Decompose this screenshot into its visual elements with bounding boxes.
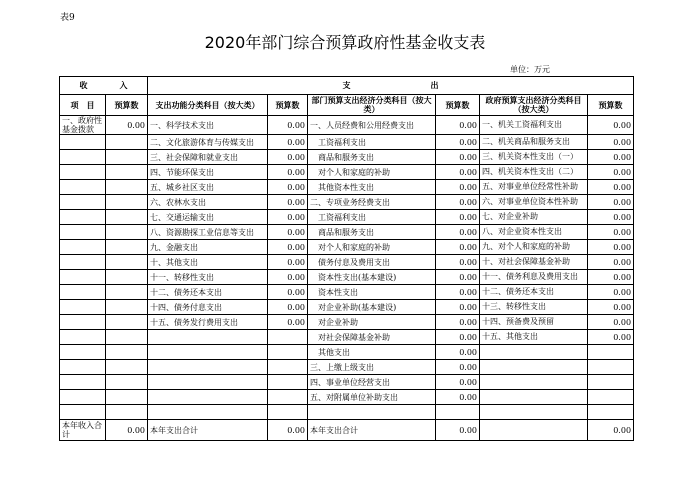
dept-econ-category-cell: 二、专项业务经费支出	[308, 195, 436, 210]
gov-econ-total-label	[480, 420, 588, 441]
functional-amount-cell: 0.00	[268, 270, 308, 285]
income-amount-cell	[106, 210, 148, 225]
income-item-cell	[60, 135, 106, 150]
income-amount-cell	[106, 360, 148, 375]
income-item-cell	[60, 255, 106, 270]
functional-amount-cell: 0.00	[268, 210, 308, 225]
functional-amount-cell: 0.00	[268, 285, 308, 300]
income-item-cell	[60, 330, 106, 345]
gov-econ-category-cell: 十二、债务还本支出	[480, 285, 588, 300]
functional-category-cell: 十四、债务付息支出	[148, 300, 268, 315]
dept-econ-amount-cell: 0.00	[436, 210, 480, 225]
dept-econ-amount-cell: 0.00	[436, 240, 480, 255]
gov-econ-category-cell: 七、对企业补助	[480, 210, 588, 225]
dept-econ-amount-cell: 0.00	[436, 285, 480, 300]
gov-econ-amount-cell: 0.00	[588, 225, 634, 240]
gov-econ-amount-cell: 0.00	[588, 255, 634, 270]
income-amount-cell: 0.00	[106, 116, 148, 135]
dept-econ-category-cell: 三、上缴上级支出	[308, 360, 436, 375]
table-body	[60, 77, 634, 441]
col-header-gov-budget: 预算数	[588, 95, 634, 116]
col-header-functional-budget: 预算数	[268, 95, 308, 116]
functional-category-cell	[148, 360, 268, 375]
dept-econ-category-cell: 五、对附属单位补助支出	[308, 390, 436, 405]
income-item-cell	[60, 225, 106, 240]
table-row	[60, 315, 634, 330]
dept-econ-category-cell: 对个人和家庭的补助	[308, 240, 436, 255]
income-amount-cell	[106, 390, 148, 405]
income-item-cell	[60, 390, 106, 405]
income-item-cell	[60, 210, 106, 225]
gov-econ-amount-cell: 0.00	[588, 240, 634, 255]
dept-econ-amount-cell: 0.00	[436, 165, 480, 180]
functional-category-cell: 九、金融支出	[148, 240, 268, 255]
dept-econ-category-cell: 其他支出	[308, 345, 436, 360]
functional-amount-cell: 0.00	[268, 116, 308, 135]
income-amount-cell	[106, 180, 148, 195]
income-amount-cell	[106, 285, 148, 300]
functional-amount-cell: 0.00	[268, 300, 308, 315]
income-amount-cell	[106, 375, 148, 390]
col-header-functional: 支出功能分类科目（按大类）	[148, 95, 268, 116]
gov-econ-amount-cell: 0.00	[588, 330, 634, 345]
income-item-cell	[60, 315, 106, 330]
table-row	[60, 116, 634, 135]
gov-econ-amount-cell	[588, 390, 634, 405]
income-item-cell	[60, 165, 106, 180]
income-amount-cell	[106, 330, 148, 345]
gov-econ-amount-cell: 0.00	[588, 165, 634, 180]
income-total-value: 0.00	[106, 420, 148, 441]
column-header-row	[60, 95, 634, 116]
table-row	[60, 330, 634, 345]
income-amount-cell	[106, 270, 148, 285]
gov-econ-category-cell: 六、对事业单位资本性补助	[480, 195, 588, 210]
income-amount-cell	[106, 135, 148, 150]
functional-category-cell: 七、交通运输支出	[148, 210, 268, 225]
table-row	[60, 150, 634, 165]
gov-econ-amount-cell: 0.00	[588, 116, 634, 135]
gov-econ-amount-cell	[588, 375, 634, 390]
dept-econ-amount-cell: 0.00	[436, 150, 480, 165]
functional-amount-cell: 0.00	[268, 225, 308, 240]
col-header-item: 项 目	[60, 95, 106, 116]
dept-econ-total-value: 0.00	[436, 420, 480, 441]
table-row	[60, 255, 634, 270]
income-item-cell	[60, 180, 106, 195]
gov-econ-amount-cell: 0.00	[588, 195, 634, 210]
functional-amount-cell	[268, 390, 308, 405]
blank-cell	[588, 405, 634, 420]
income-amount-cell	[106, 345, 148, 360]
functional-category-cell: 一、科学技术支出	[148, 116, 268, 135]
dept-econ-category-cell: 对企业补助(基本建设)	[308, 300, 436, 315]
budget-table	[59, 76, 634, 441]
sheet-label: 表9	[60, 13, 75, 23]
functional-category-cell: 三、社会保障和就业支出	[148, 150, 268, 165]
income-amount-cell	[106, 240, 148, 255]
functional-category-cell: 十、其他支出	[148, 255, 268, 270]
gov-econ-category-cell	[480, 360, 588, 375]
dept-econ-amount-cell: 0.00	[436, 116, 480, 135]
dept-econ-amount-cell: 0.00	[436, 300, 480, 315]
table-row	[60, 390, 634, 405]
dept-econ-category-cell: 其他资本性支出	[308, 180, 436, 195]
table-row	[60, 300, 634, 315]
income-item-cell	[60, 300, 106, 315]
blank-cell	[106, 405, 148, 420]
income-item-cell	[60, 285, 106, 300]
dept-econ-category-cell: 资本性支出	[308, 285, 436, 300]
blank-cell	[436, 405, 480, 420]
income-item-cell	[60, 375, 106, 390]
gov-econ-amount-cell: 0.00	[588, 315, 634, 330]
income-item-cell	[60, 360, 106, 375]
income-total-label: 本年收入合计	[60, 420, 106, 441]
functional-amount-cell	[268, 360, 308, 375]
gov-econ-category-cell: 十一、债务利息及费用支出	[480, 270, 588, 285]
table-row	[60, 345, 634, 360]
gov-econ-amount-cell	[588, 345, 634, 360]
income-item-cell	[60, 270, 106, 285]
dept-econ-category-cell: 商品和服务支出	[308, 225, 436, 240]
gov-econ-category-cell: 一、机关工资福利支出	[480, 116, 588, 135]
blank-row	[60, 405, 634, 420]
table-row	[60, 135, 634, 150]
blank-cell	[148, 405, 268, 420]
functional-category-cell	[148, 345, 268, 360]
gov-econ-category-cell	[480, 390, 588, 405]
income-amount-cell	[106, 195, 148, 210]
income-amount-cell	[106, 315, 148, 330]
functional-amount-cell: 0.00	[268, 180, 308, 195]
gov-econ-category-cell: 十四、预备费及预留	[480, 315, 588, 330]
functional-amount-cell	[268, 375, 308, 390]
functional-category-cell: 八、资源勘探工业信息等支出	[148, 225, 268, 240]
functional-category-cell: 二、文化旅游体育与传媒支出	[148, 135, 268, 150]
dept-econ-category-cell: 一、人员经费和公用经费支出	[308, 116, 436, 135]
dept-econ-category-cell: 对个人和家庭的补助	[308, 165, 436, 180]
table-row	[60, 285, 634, 300]
functional-amount-cell: 0.00	[268, 255, 308, 270]
table-row	[60, 270, 634, 285]
gov-econ-amount-cell: 0.00	[588, 300, 634, 315]
functional-amount-cell: 0.00	[268, 150, 308, 165]
functional-category-cell: 十一、转移性支出	[148, 270, 268, 285]
functional-amount-cell: 0.00	[268, 240, 308, 255]
gov-econ-category-cell	[480, 345, 588, 360]
table-row	[60, 225, 634, 240]
functional-category-cell: 四、节能环保支出	[148, 165, 268, 180]
gov-econ-category-cell: 八、对企业资本性支出	[480, 225, 588, 240]
dept-econ-amount-cell: 0.00	[436, 135, 480, 150]
functional-amount-cell: 0.00	[268, 135, 308, 150]
gov-econ-amount-cell: 0.00	[588, 180, 634, 195]
dept-econ-category-cell: 对企业补助	[308, 315, 436, 330]
table-row	[60, 180, 634, 195]
dept-econ-category-cell: 商品和服务支出	[308, 150, 436, 165]
income-amount-cell	[106, 255, 148, 270]
gov-econ-category-cell: 十三、转移性支出	[480, 300, 588, 315]
functional-amount-cell: 0.00	[268, 165, 308, 180]
section-header-row	[60, 77, 634, 95]
income-item-cell	[60, 195, 106, 210]
document-title: 2020年部门综合预算政府性基金收支表	[204, 33, 486, 52]
table-row	[60, 360, 634, 375]
dept-econ-amount-cell: 0.00	[436, 195, 480, 210]
col-header-income-budget: 预算数	[106, 95, 148, 116]
dept-econ-amount-cell: 0.00	[436, 225, 480, 240]
functional-category-cell: 十二、债务还本支出	[148, 285, 268, 300]
income-amount-cell	[106, 300, 148, 315]
income-item-cell	[60, 345, 106, 360]
table-row	[60, 210, 634, 225]
table-row	[60, 195, 634, 210]
dept-econ-amount-cell: 0.00	[436, 375, 480, 390]
blank-cell	[268, 405, 308, 420]
gov-econ-amount-cell: 0.00	[588, 270, 634, 285]
gov-econ-total-value: 0.00	[588, 420, 634, 441]
income-item-cell: 一、政府性基金拨款	[60, 116, 106, 135]
gov-econ-category-cell: 四、机关资本性支出（二）	[480, 165, 588, 180]
gov-econ-amount-cell: 0.00	[588, 210, 634, 225]
gov-econ-category-cell: 九、对个人和家庭的补助	[480, 240, 588, 255]
functional-amount-cell	[268, 345, 308, 360]
dept-econ-amount-cell: 0.00	[436, 270, 480, 285]
table-row	[60, 375, 634, 390]
gov-econ-amount-cell: 0.00	[588, 135, 634, 150]
dept-econ-amount-cell: 0.00	[436, 390, 480, 405]
dept-econ-category-cell: 对社会保障基金补助	[308, 330, 436, 345]
dept-econ-amount-cell: 0.00	[436, 330, 480, 345]
col-header-dept-budget: 预算数	[436, 95, 480, 116]
blank-cell	[60, 405, 106, 420]
functional-amount-cell: 0.00	[268, 195, 308, 210]
income-amount-cell	[106, 150, 148, 165]
dept-econ-total-label: 本年支出合计	[308, 420, 436, 441]
gov-econ-category-cell: 三、机关资本性支出（一）	[480, 150, 588, 165]
gov-econ-amount-cell: 0.00	[588, 150, 634, 165]
dept-econ-amount-cell: 0.00	[436, 345, 480, 360]
gov-econ-amount-cell	[588, 360, 634, 375]
dept-econ-category-cell: 工资福利支出	[308, 135, 436, 150]
income-amount-cell	[106, 225, 148, 240]
income-amount-cell	[106, 165, 148, 180]
gov-econ-category-cell: 二、机关商品和服务支出	[480, 135, 588, 150]
dept-econ-amount-cell: 0.00	[436, 315, 480, 330]
income-item-cell	[60, 240, 106, 255]
dept-econ-category-cell: 资本性支出(基本建设)	[308, 270, 436, 285]
functional-category-cell	[148, 330, 268, 345]
table-row	[60, 165, 634, 180]
functional-amount-cell	[268, 330, 308, 345]
blank-cell	[308, 405, 436, 420]
col-header-dept-econ: 部门预算支出经济分类科目（按大类）	[308, 95, 436, 116]
gov-econ-amount-cell: 0.00	[588, 285, 634, 300]
functional-total-label: 本年支出合计	[148, 420, 268, 441]
gov-econ-category-cell: 五、对事业单位经常性补助	[480, 180, 588, 195]
dept-econ-amount-cell: 0.00	[436, 255, 480, 270]
gov-econ-category-cell	[480, 375, 588, 390]
gov-econ-category-cell: 十、对社会保障基金补助	[480, 255, 588, 270]
gov-econ-category-cell: 十五、其他支出	[480, 330, 588, 345]
dept-econ-amount-cell: 0.00	[436, 360, 480, 375]
dept-econ-category-cell: 工资福利支出	[308, 210, 436, 225]
functional-amount-cell: 0.00	[268, 315, 308, 330]
expenditure-section-header: 支 出	[148, 77, 634, 95]
income-section-header: 收 入	[60, 77, 148, 95]
functional-category-cell	[148, 390, 268, 405]
dept-econ-category-cell: 四、事业单位经营支出	[308, 375, 436, 390]
dept-econ-category-cell: 债务付息及费用支出	[308, 255, 436, 270]
blank-cell	[480, 405, 588, 420]
col-header-gov-econ: 政府预算支出经济分类科目（按大类）	[480, 95, 588, 116]
functional-category-cell	[148, 375, 268, 390]
dept-econ-amount-cell: 0.00	[436, 180, 480, 195]
functional-total-value: 0.00	[268, 420, 308, 441]
unit-label: 单位：万元	[510, 65, 550, 74]
totals-row	[60, 420, 634, 441]
functional-category-cell: 五、城乡社区支出	[148, 180, 268, 195]
table-row	[60, 240, 634, 255]
functional-category-cell: 十五、债务发行费用支出	[148, 315, 268, 330]
functional-category-cell: 六、农林水支出	[148, 195, 268, 210]
income-item-cell	[60, 150, 106, 165]
